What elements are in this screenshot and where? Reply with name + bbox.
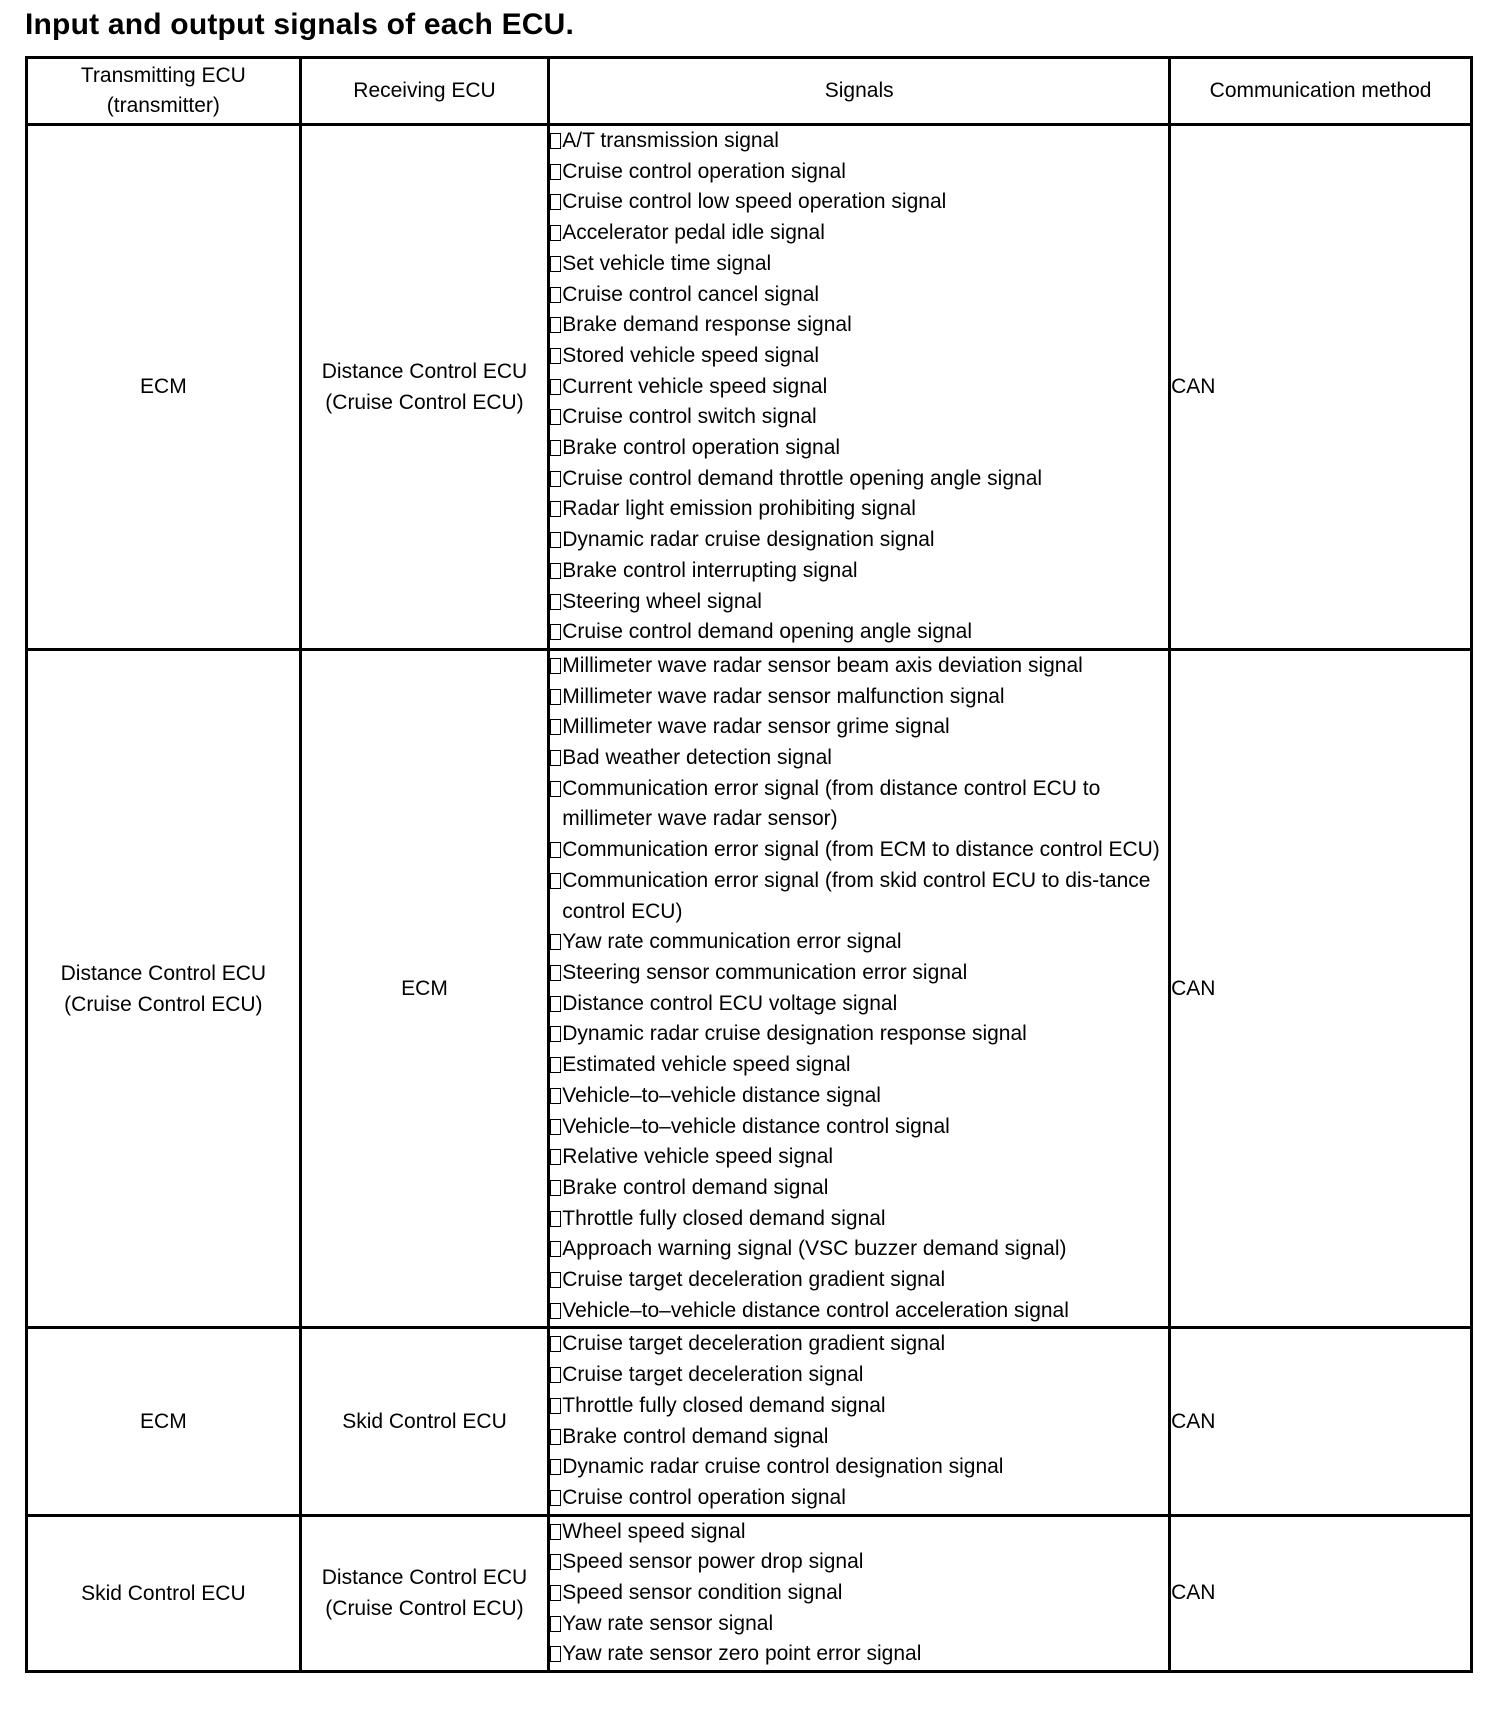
table-body [27, 125, 1472, 1672]
signal-label: Cruise control switch signal [562, 405, 817, 429]
checkbox-icon [550, 1272, 561, 1288]
signal-item [550, 1329, 1168, 1360]
checkbox-icon [550, 409, 561, 425]
signal-item [550, 835, 1168, 866]
signal-item [550, 617, 1168, 648]
signal-item [550, 402, 1168, 433]
checkbox-icon [550, 996, 561, 1012]
checkbox-icon [550, 1459, 561, 1475]
signal-label: A/T transmission signal [562, 129, 779, 152]
transmitter-cell: Distance Control ECU (Cruise Control ECU) [27, 649, 301, 1327]
signal-label: Accelerator pedal idle signal [562, 221, 825, 245]
signal-item [550, 249, 1168, 280]
checkbox-icon [550, 842, 561, 858]
signal-label: Speed sensor power drop signal [562, 1550, 864, 1574]
communication-method-cell: CAN [1170, 649, 1472, 1327]
checkbox-icon [550, 1119, 561, 1135]
table-header-row [27, 58, 1472, 125]
signal-label: Estimated vehicle speed signal [562, 1053, 851, 1077]
checkbox-icon [550, 1398, 561, 1414]
signal-label: Millimeter wave radar sensor beam axis deviation signal [562, 653, 1083, 677]
signals-cell [549, 125, 1170, 650]
checkbox-icon [550, 719, 561, 735]
signal-label: Communication error signal (from distance control ECU to millimeter wave radar sensor) [562, 776, 1101, 831]
signal-label: Yaw rate sensor signal [562, 1611, 774, 1635]
checkbox-icon [550, 287, 561, 303]
signal-item [550, 1578, 1168, 1609]
signal-label: Communication error signal (from ECM to distance control ECU) [562, 838, 1160, 862]
signal-item [550, 1452, 1168, 1483]
checkbox-icon [550, 1241, 561, 1257]
signal-item [550, 587, 1168, 618]
signal-item [550, 1050, 1168, 1081]
checkbox-icon [550, 194, 561, 210]
signal-item [550, 651, 1168, 682]
checkbox-icon [550, 379, 561, 395]
checkbox-icon [550, 1616, 561, 1632]
signal-label: Throttle fully closed demand signal [562, 1206, 886, 1230]
signal-label: Throttle fully closed demand signal [562, 1393, 886, 1417]
checkbox-icon [550, 1585, 561, 1601]
checkbox-icon [550, 133, 561, 149]
checkbox-icon [550, 1554, 561, 1570]
signal-item [550, 187, 1168, 218]
table-row [27, 1515, 1472, 1672]
signal-label: Yaw rate sensor zero point error signal [562, 1642, 922, 1666]
checkbox-icon [550, 317, 561, 333]
signal-label: Brake control operation signal [562, 436, 841, 460]
checkbox-icon [550, 501, 561, 517]
signal-item [550, 1639, 1168, 1670]
checkbox-icon [550, 594, 561, 610]
signal-label: Dynamic radar cruise control designation signal [562, 1455, 1004, 1479]
signal-label: Cruise control cancel signal [562, 282, 820, 306]
receiver-cell: Distance Control ECU (Cruise Control ECU) [300, 125, 549, 650]
signal-item [550, 743, 1168, 774]
signal-label: Wheel speed signal [562, 1519, 746, 1543]
signal-item [550, 927, 1168, 958]
signal-item [550, 682, 1168, 713]
signal-label: Cruise target deceleration gradient signal [562, 1332, 946, 1356]
signal-label: Steering wheel signal [562, 589, 762, 613]
signal-item [550, 1081, 1168, 1112]
receiver-cell: ECM [300, 649, 549, 1327]
signal-list [550, 126, 1168, 648]
signal-label: Communication error signal (from skid control ECU to dis-tance control ECU) [562, 868, 1151, 923]
signal-item [550, 1234, 1168, 1265]
signal-item [550, 1112, 1168, 1143]
signal-label: Distance control ECU voltage signal [562, 991, 898, 1015]
receiver-cell: Skid Control ECU [300, 1328, 549, 1515]
signal-item [550, 157, 1168, 188]
header-signals: Signals [549, 58, 1170, 125]
ecu-signals-table [25, 56, 1473, 1673]
signal-item [550, 712, 1168, 743]
signal-label: Steering sensor communication error signal [562, 960, 968, 984]
page-title: Input and output signals of each ECU. [25, 8, 575, 41]
communication-method-cell: CAN [1170, 1515, 1472, 1672]
signal-item [550, 310, 1168, 341]
signal-item [550, 1173, 1168, 1204]
checkbox-icon [550, 256, 561, 272]
signal-item [550, 1483, 1168, 1514]
signal-label: Vehicle–to–vehicle distance control acceleration signal [562, 1298, 1069, 1322]
signal-item [550, 1142, 1168, 1173]
signal-item [550, 464, 1168, 495]
communication-method-cell: CAN [1170, 1328, 1472, 1515]
signal-label: Cruise control operation signal [562, 1485, 846, 1509]
signal-label: Brake control demand signal [562, 1175, 829, 1199]
checkbox-icon [550, 1088, 561, 1104]
signal-item [550, 1204, 1168, 1235]
signal-list [550, 651, 1168, 1326]
checkbox-icon [550, 934, 561, 950]
signal-label: Current vehicle speed signal [562, 374, 828, 398]
signal-label: Dynamic radar cruise designation response signal [562, 1022, 1027, 1046]
signal-label: Brake control interrupting signal [562, 558, 858, 582]
checkbox-icon [550, 1180, 561, 1196]
signal-item [550, 1609, 1168, 1640]
signal-label: Speed sensor condition signal [562, 1581, 843, 1605]
signal-label: Approach warning signal (VSC buzzer demand signal) [562, 1237, 1067, 1261]
signal-item [550, 218, 1168, 249]
checkbox-icon [550, 750, 561, 766]
checkbox-icon [550, 965, 561, 981]
checkbox-icon [550, 348, 561, 364]
checkbox-icon [550, 689, 561, 705]
checkbox-icon [550, 563, 561, 579]
checkbox-icon [550, 873, 561, 889]
signal-label: Cruise control demand throttle opening angle signal [562, 466, 1043, 490]
signal-item [550, 1265, 1168, 1296]
signals-cell [549, 649, 1170, 1327]
checkbox-icon [550, 1057, 561, 1073]
signal-item [550, 1360, 1168, 1391]
signal-label: Millimeter wave radar sensor grime signal [562, 715, 950, 739]
signal-item [550, 1517, 1168, 1548]
signal-label: Cruise control demand opening angle signal [562, 620, 973, 644]
signal-label: Set vehicle time signal [562, 251, 772, 275]
signal-label: Yaw rate communication error signal [562, 930, 902, 954]
signal-label: Cruise control operation signal [562, 159, 846, 183]
signal-label: Cruise target deceleration signal [562, 1363, 864, 1387]
header-transmitting-ecu: Transmitting ECU (transmitter) [27, 58, 301, 125]
signal-label: Vehicle–to–vehicle distance control signal [562, 1114, 950, 1138]
signal-list [550, 1329, 1168, 1513]
signal-item [550, 525, 1168, 556]
checkbox-icon [550, 1429, 561, 1445]
table-row [27, 1328, 1472, 1515]
checkbox-icon [550, 1646, 561, 1662]
checkbox-icon [550, 1490, 561, 1506]
checkbox-icon [550, 164, 561, 180]
signal-item [550, 1391, 1168, 1422]
receiver-cell: Distance Control ECU (Cruise Control ECU) [300, 1515, 549, 1672]
signal-item [550, 1019, 1168, 1050]
signal-item [550, 1547, 1168, 1578]
table-row [27, 649, 1472, 1327]
checkbox-icon [550, 1211, 561, 1227]
signal-label: Millimeter wave radar sensor malfunction signal [562, 684, 1005, 708]
signal-label: Bad weather detection signal [562, 746, 832, 770]
signal-item [550, 280, 1168, 311]
header-communication-method: Communication method [1170, 58, 1472, 125]
transmitter-cell: Skid Control ECU [27, 1515, 301, 1672]
signal-label: Radar light emission prohibiting signal [562, 497, 916, 521]
checkbox-icon [550, 1367, 561, 1383]
signal-label: Dynamic radar cruise designation signal [562, 528, 935, 552]
header-receiving-ecu: Receiving ECU [300, 58, 549, 125]
checkbox-icon [550, 624, 561, 640]
signal-item [550, 1296, 1168, 1327]
signal-item [550, 958, 1168, 989]
signal-list [550, 1517, 1168, 1671]
checkbox-icon [550, 1026, 561, 1042]
signal-label: Cruise control low speed operation signal [562, 190, 947, 214]
signal-item [550, 556, 1168, 587]
signals-cell [549, 1328, 1170, 1515]
signal-item [550, 866, 1168, 927]
signal-label: Brake control demand signal [562, 1424, 829, 1448]
checkbox-icon [550, 225, 561, 241]
signal-label: Brake demand response signal [562, 313, 852, 337]
signal-item [550, 372, 1168, 403]
transmitter-cell: ECM [27, 125, 301, 650]
transmitter-cell: ECM [27, 1328, 301, 1515]
checkbox-icon [550, 532, 561, 548]
signal-item [550, 494, 1168, 525]
communication-method-cell: CAN [1170, 125, 1472, 650]
checkbox-icon [550, 1524, 561, 1540]
signal-item [550, 341, 1168, 372]
signal-label: Stored vehicle speed signal [562, 343, 820, 367]
signal-label: Cruise target deceleration gradient signal [562, 1268, 946, 1292]
checkbox-icon [550, 440, 561, 456]
signal-label: Relative vehicle speed signal [562, 1145, 834, 1169]
signal-label: Vehicle–to–vehicle distance signal [562, 1083, 881, 1107]
signal-item [550, 126, 1168, 157]
checkbox-icon [550, 471, 561, 487]
table-row [27, 125, 1472, 650]
checkbox-icon [550, 658, 561, 674]
signal-item [550, 774, 1168, 835]
checkbox-icon [550, 1303, 561, 1319]
signal-item [550, 433, 1168, 464]
checkbox-icon [550, 1149, 561, 1165]
signals-cell [549, 1515, 1170, 1672]
signal-item [550, 1422, 1168, 1453]
checkbox-icon [550, 781, 561, 797]
signal-item [550, 989, 1168, 1020]
checkbox-icon [550, 1336, 561, 1352]
